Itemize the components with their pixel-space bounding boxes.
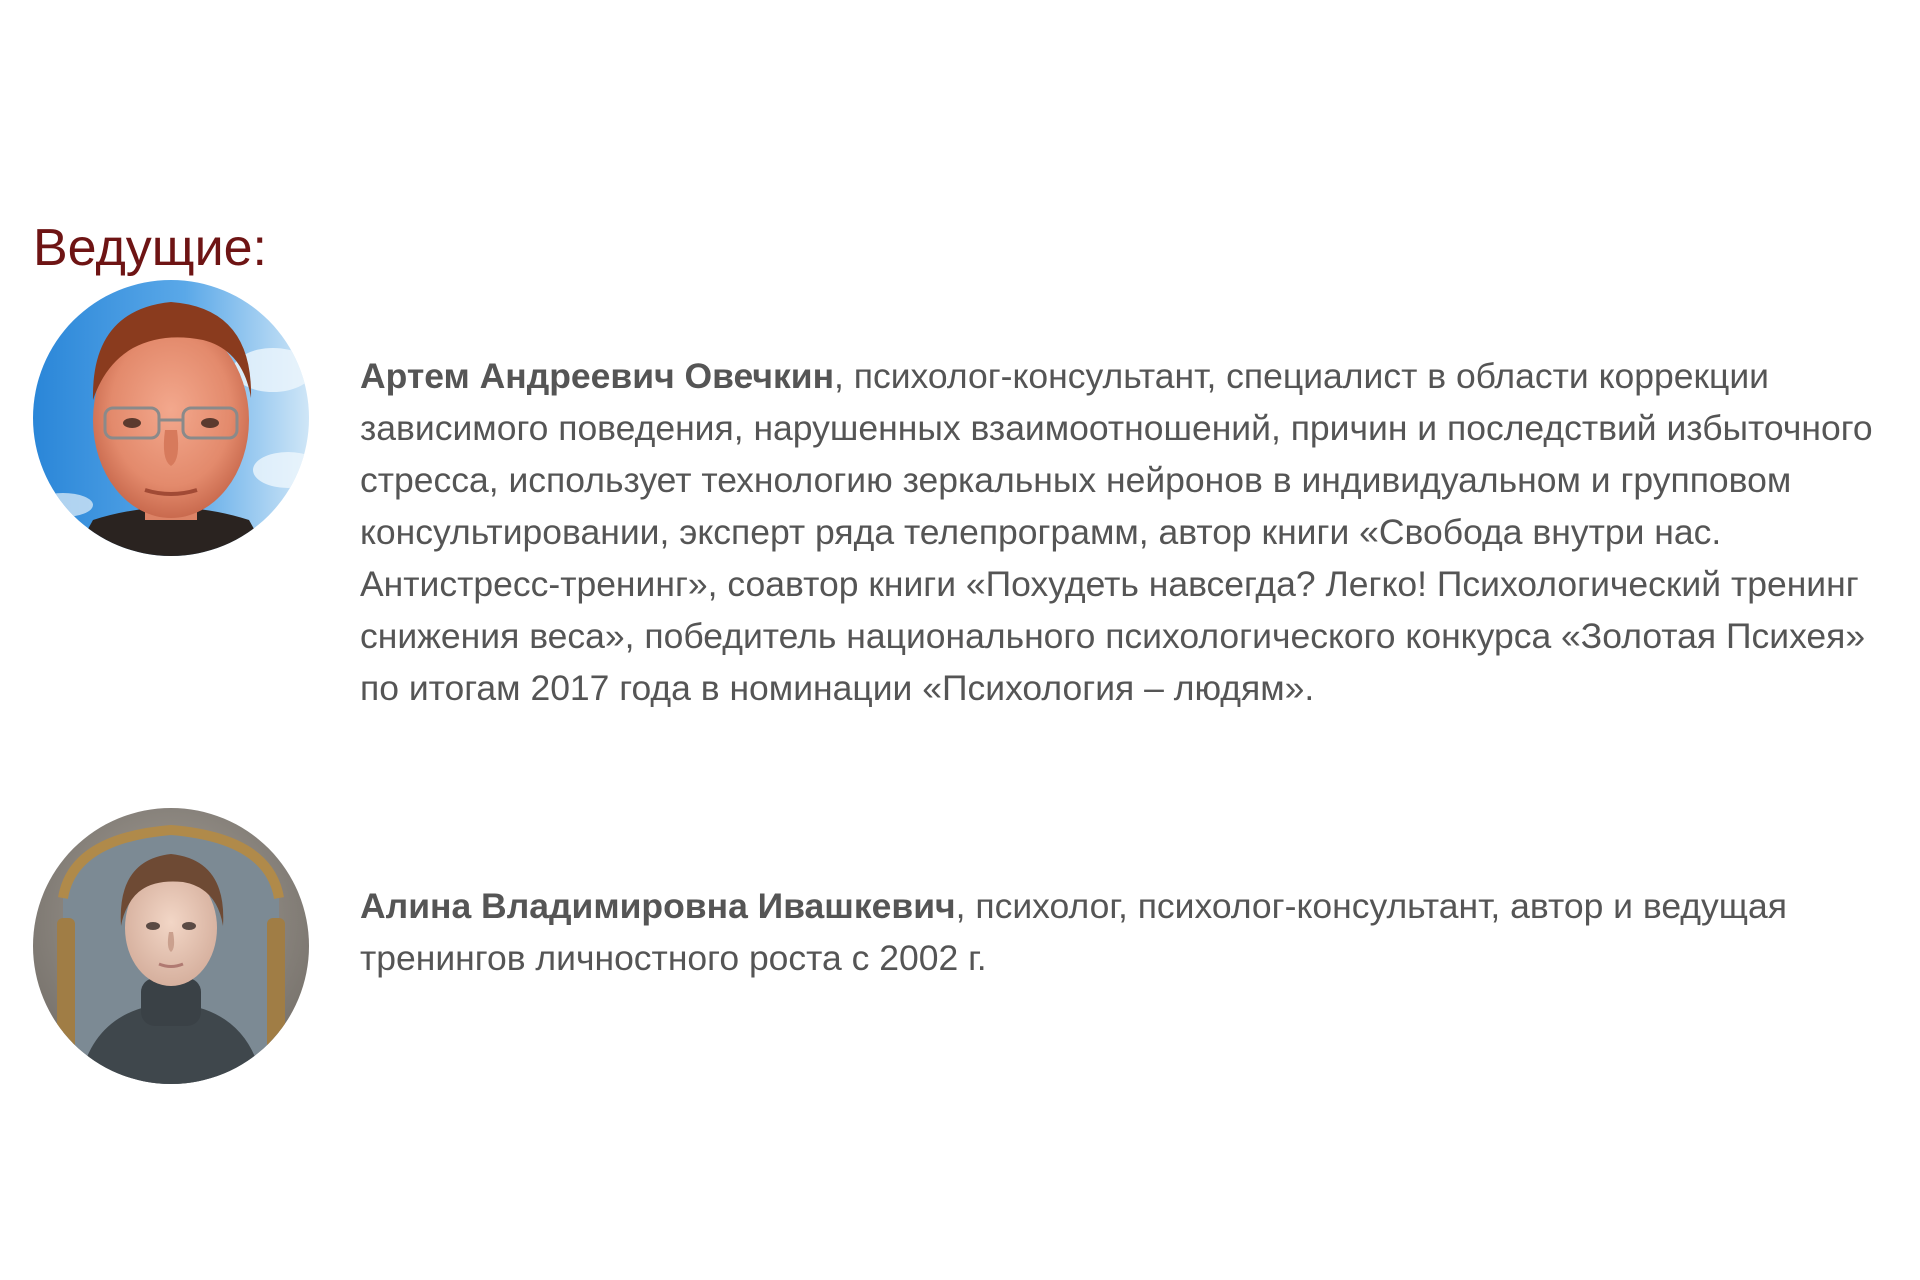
section-title: Ведущие: [33, 219, 267, 277]
presenter-bio [360, 350, 1880, 714]
presenter-bio [360, 880, 1890, 984]
portrait-woman-icon [33, 808, 309, 1084]
presenter-name: Артем Андреевич Овечкин [360, 356, 835, 396]
portrait-man-glasses-icon [33, 280, 309, 556]
presenter-photo [33, 280, 309, 556]
presenter-photo [33, 808, 309, 1084]
presenter-name: Алина Владимировна Ивашкевич [360, 886, 956, 926]
presenter-description: , психолог, психолог-консультант, автор и ведущая тренингов личностного роста с 2002 г. [360, 886, 1787, 978]
presenter-description: , психолог-консультант, специалист в области коррекции зависимого поведения, нарушенных взаимоотношений, причин и последствий избыточного стресса, использует технологию зеркальных нейронов в индивидуальном и групповом консультировании, эксперт ряда телепрограмм, автор книги «Свобода внутри нас. Антистресс-тренинг», соавтор книги «Похудеть навсегда? Легко! Психологический тренинг снижения веса», победитель национального психологического конкурса «Золотая Психея» по итогам 2017 года в номинации «Психология – людям». [360, 356, 1873, 708]
